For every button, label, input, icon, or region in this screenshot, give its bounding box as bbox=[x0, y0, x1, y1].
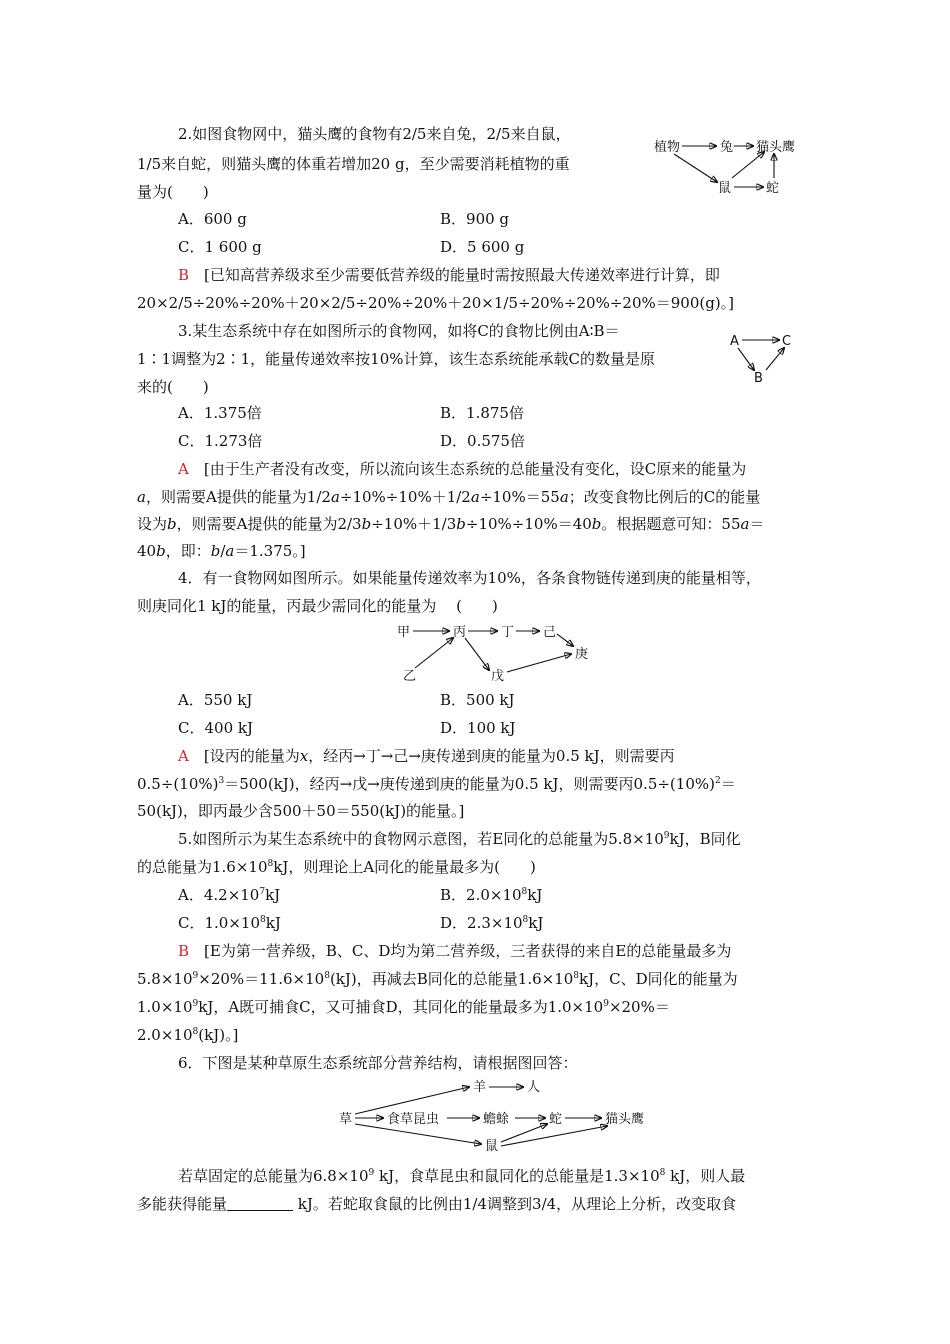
q4-explanation-line-1: A [设丙的能量为x，经丙→丁→己→庚传递到庚的能量为0.5 kJ，则需要丙 bbox=[178, 747, 675, 765]
q4-arrow-yi-bing bbox=[415, 638, 453, 668]
q6-node-owl: 猫头鹰 bbox=[605, 1112, 645, 1127]
q6-node-grass: 草 bbox=[339, 1112, 353, 1127]
q5-option-a: A．$4.2\times 10^7kJ$ bbox=[178, 886, 281, 904]
q3-explanation-line-1: A [由于生产者没有改变，所以流向该生态系统的总能量没有变化，设C原来的能量为 bbox=[178, 460, 747, 478]
q4-option-d: D．100 kJ bbox=[440, 719, 516, 737]
q4-answer: A bbox=[178, 747, 189, 765]
q3-option-b: B．1.875倍 bbox=[440, 404, 524, 422]
q2-arrow-mouse-owl bbox=[732, 152, 764, 178]
q2-stem-line-1: 2.如图食物网中，猫头鹰的食物有2/5来自兔，2/5来自鼠， bbox=[178, 125, 571, 143]
q5-explanation-line-4: $2.0\times 10^8(kJ)$。] bbox=[137, 1026, 239, 1044]
q2-arrow-plant-mouse bbox=[674, 154, 717, 182]
q3-food-web-diagram bbox=[728, 330, 798, 388]
q2-node-snake: 蛇 bbox=[766, 181, 780, 196]
q4-stem-line-2: 则庚同化1 kJ的能量，丙最少需同化的能量为 ( ) bbox=[137, 597, 498, 615]
q2-stem-line-3: 量为( ) bbox=[137, 183, 209, 201]
q6-node-snake: 蛇 bbox=[549, 1112, 563, 1127]
q6-body-line-1: 若草固定的总能量为$6.8\times 10^9$ kJ，食草昆虫和鼠同化的总能量是$1.3\times 10^8$ kJ，则人最 bbox=[178, 1167, 746, 1185]
q6-body-line-2: 多能获得能量 kJ。若蛇取食鼠的比例由1/4调整到3/4，从理论上分析，改变取食 bbox=[137, 1195, 737, 1213]
q3-option-a: A．1.375倍 bbox=[178, 404, 262, 422]
q4-arrow-ji-geng bbox=[557, 634, 573, 646]
q2-option-d: D．5 600 g bbox=[440, 238, 525, 256]
q4-node-ding: 丁 bbox=[501, 625, 515, 640]
q4-node-geng: 庚 bbox=[575, 647, 589, 662]
q5-explanation-line-2: $5.8\times 10^9\times 20\%=11.6\times 10^8(kJ)$，再减去B同化的总能量$1.6\times 10^8kJ$，C、D同化的能量为 bbox=[137, 970, 738, 988]
q3-option-c: C．1.273倍 bbox=[178, 432, 263, 450]
q6-food-web-diagram bbox=[335, 1076, 665, 1154]
q4-node-jia: 甲 bbox=[397, 625, 411, 640]
q4-node-yi: 乙 bbox=[403, 669, 417, 684]
q3-stem-line-1: 3.某生态系统中存在如图所示的食物网，如将C的食物比例由A∶B＝ bbox=[178, 322, 620, 340]
q3-arrow-a-b bbox=[738, 348, 754, 370]
q3-node-b: B bbox=[754, 371, 763, 386]
q3-explanation-line-3: 设为b，则需要A提供的能量为2/3b÷10%＋1/3b÷10%÷10%＝40b。根据题意可知：55a＝ bbox=[137, 515, 765, 533]
q5-option-b: B．$2.0\times 10^8kJ$ bbox=[440, 886, 543, 904]
q2-node-mouse: 鼠 bbox=[718, 181, 732, 196]
q2-option-a: A．600 g bbox=[178, 210, 247, 228]
q2-explanation-line-1: B [已知高营养级求至少需要低营养级的能量时需按照最大传递效率进行计算，即 bbox=[178, 266, 720, 284]
q6-arrow-grass-sheep bbox=[355, 1087, 469, 1114]
q6-arrow-grass-mouse bbox=[355, 1124, 481, 1144]
q4-node-ji: 己 bbox=[543, 625, 557, 640]
q2-answer: B bbox=[178, 266, 190, 284]
q2-option-b: B．900 g bbox=[440, 210, 510, 228]
q5-option-d: D．$2.3\times 10^8kJ$ bbox=[440, 914, 544, 932]
q3-stem-line-3: 来的( ) bbox=[137, 378, 209, 396]
q4-explanation-line-2: $0.5\div(10\%)^3=500(kJ)$，经丙→戊→庚传递到庚的能量为0.5 kJ，则需要丙$0.5\div(10\%)^2=$ bbox=[137, 775, 736, 793]
q2-stem-line-2: 1/5来自蛇，则猫头鹰的体重若增加20 g，至少需要消耗植物的重 bbox=[137, 155, 570, 173]
q6-node-human: 人 bbox=[527, 1080, 541, 1095]
q2-explanation-line-2: 20×2/5÷20%÷20%＋20×2/5÷20%÷20%＋20×1/5÷20%÷20%÷20%＝900(g)。] bbox=[137, 294, 735, 312]
q6-node-insect: 食草昆虫 bbox=[387, 1112, 440, 1127]
q6-node-mouse: 鼠 bbox=[485, 1139, 499, 1154]
q3-explanation-line-4: 40b，即：b/a＝1.375。] bbox=[137, 542, 306, 560]
q2-node-plant: 植物 bbox=[654, 140, 681, 155]
q3-node-a: A bbox=[730, 334, 739, 349]
q4-explanation-line-3: 50(kJ)，即丙最少含500＋50＝550(kJ)的能量。] bbox=[137, 802, 465, 820]
q5-explanation-line-1: B [E为第一营养级，B、C、D均为第二营养级，三者获得的来自E的总能量最多为 bbox=[178, 942, 732, 960]
q6-stem: 6．下图是某种草原生态系统部分营养结构，请根据图回答： bbox=[178, 1054, 578, 1072]
q4-arrow-wu-geng bbox=[507, 654, 571, 672]
q4-option-c: C．400 kJ bbox=[178, 719, 253, 737]
q6-node-toad: 蟾蜍 bbox=[483, 1112, 510, 1127]
q4-option-b: B．500 kJ bbox=[440, 691, 515, 709]
q4-option-a: A．550 kJ bbox=[178, 691, 253, 709]
q5-stem-line-1: 5.如图所示为某生态系统中的食物网示意图，若E同化的总能量为$5.8\times 10^9kJ$，B同化 bbox=[178, 830, 741, 848]
q6-answer-blank[interactable] bbox=[227, 1196, 293, 1211]
q4-node-bing: 丙 bbox=[453, 625, 467, 640]
q3-stem-line-2: 1∶1调整为2∶1，能量传递效率按10%计算，该生态系统能承载C的数量是原 bbox=[137, 350, 655, 368]
q4-node-wu: 戊 bbox=[491, 669, 505, 684]
q2-food-web-diagram bbox=[652, 134, 812, 200]
q3-option-d: D．0.575倍 bbox=[440, 432, 525, 450]
q5-explanation-line-3: $1.0\times 10^9kJ$，A既可捕食C，又可捕食D，其同化的能量最多为$1.0\times 10^9\times 20\%=$ bbox=[137, 998, 670, 1016]
q4-arrow-bing-wu bbox=[465, 638, 489, 670]
q3-explanation-line-2: a，则需要A提供的能量为1/2a÷10%÷10%＋1/2a÷10%＝55a；改变食物比例后的C的能量 bbox=[137, 488, 761, 506]
q3-answer: A bbox=[178, 460, 189, 478]
q5-answer: B bbox=[178, 942, 190, 960]
q5-stem-line-2: 的总能量为$1.6\times 10^8kJ$，则理论上A同化的能量最多为( ) bbox=[137, 858, 536, 876]
q2-node-rabbit: 兔 bbox=[720, 140, 734, 155]
q3-node-c: C bbox=[782, 334, 792, 349]
q5-option-c: C．$1.0\times 10^8kJ$ bbox=[178, 914, 281, 932]
q3-arrow-b-c bbox=[766, 348, 784, 370]
q4-stem-line-1: 4．有一食物网如图所示。如果能量传递效率为10%，各条食物链传递到庚的能量相等， bbox=[178, 569, 761, 587]
q4-food-web-diagram bbox=[395, 620, 595, 688]
q6-node-sheep: 羊 bbox=[473, 1080, 487, 1095]
q2-node-owl: 猫头鹰 bbox=[756, 140, 796, 155]
q2-option-c: C．1 600 g bbox=[178, 238, 262, 256]
